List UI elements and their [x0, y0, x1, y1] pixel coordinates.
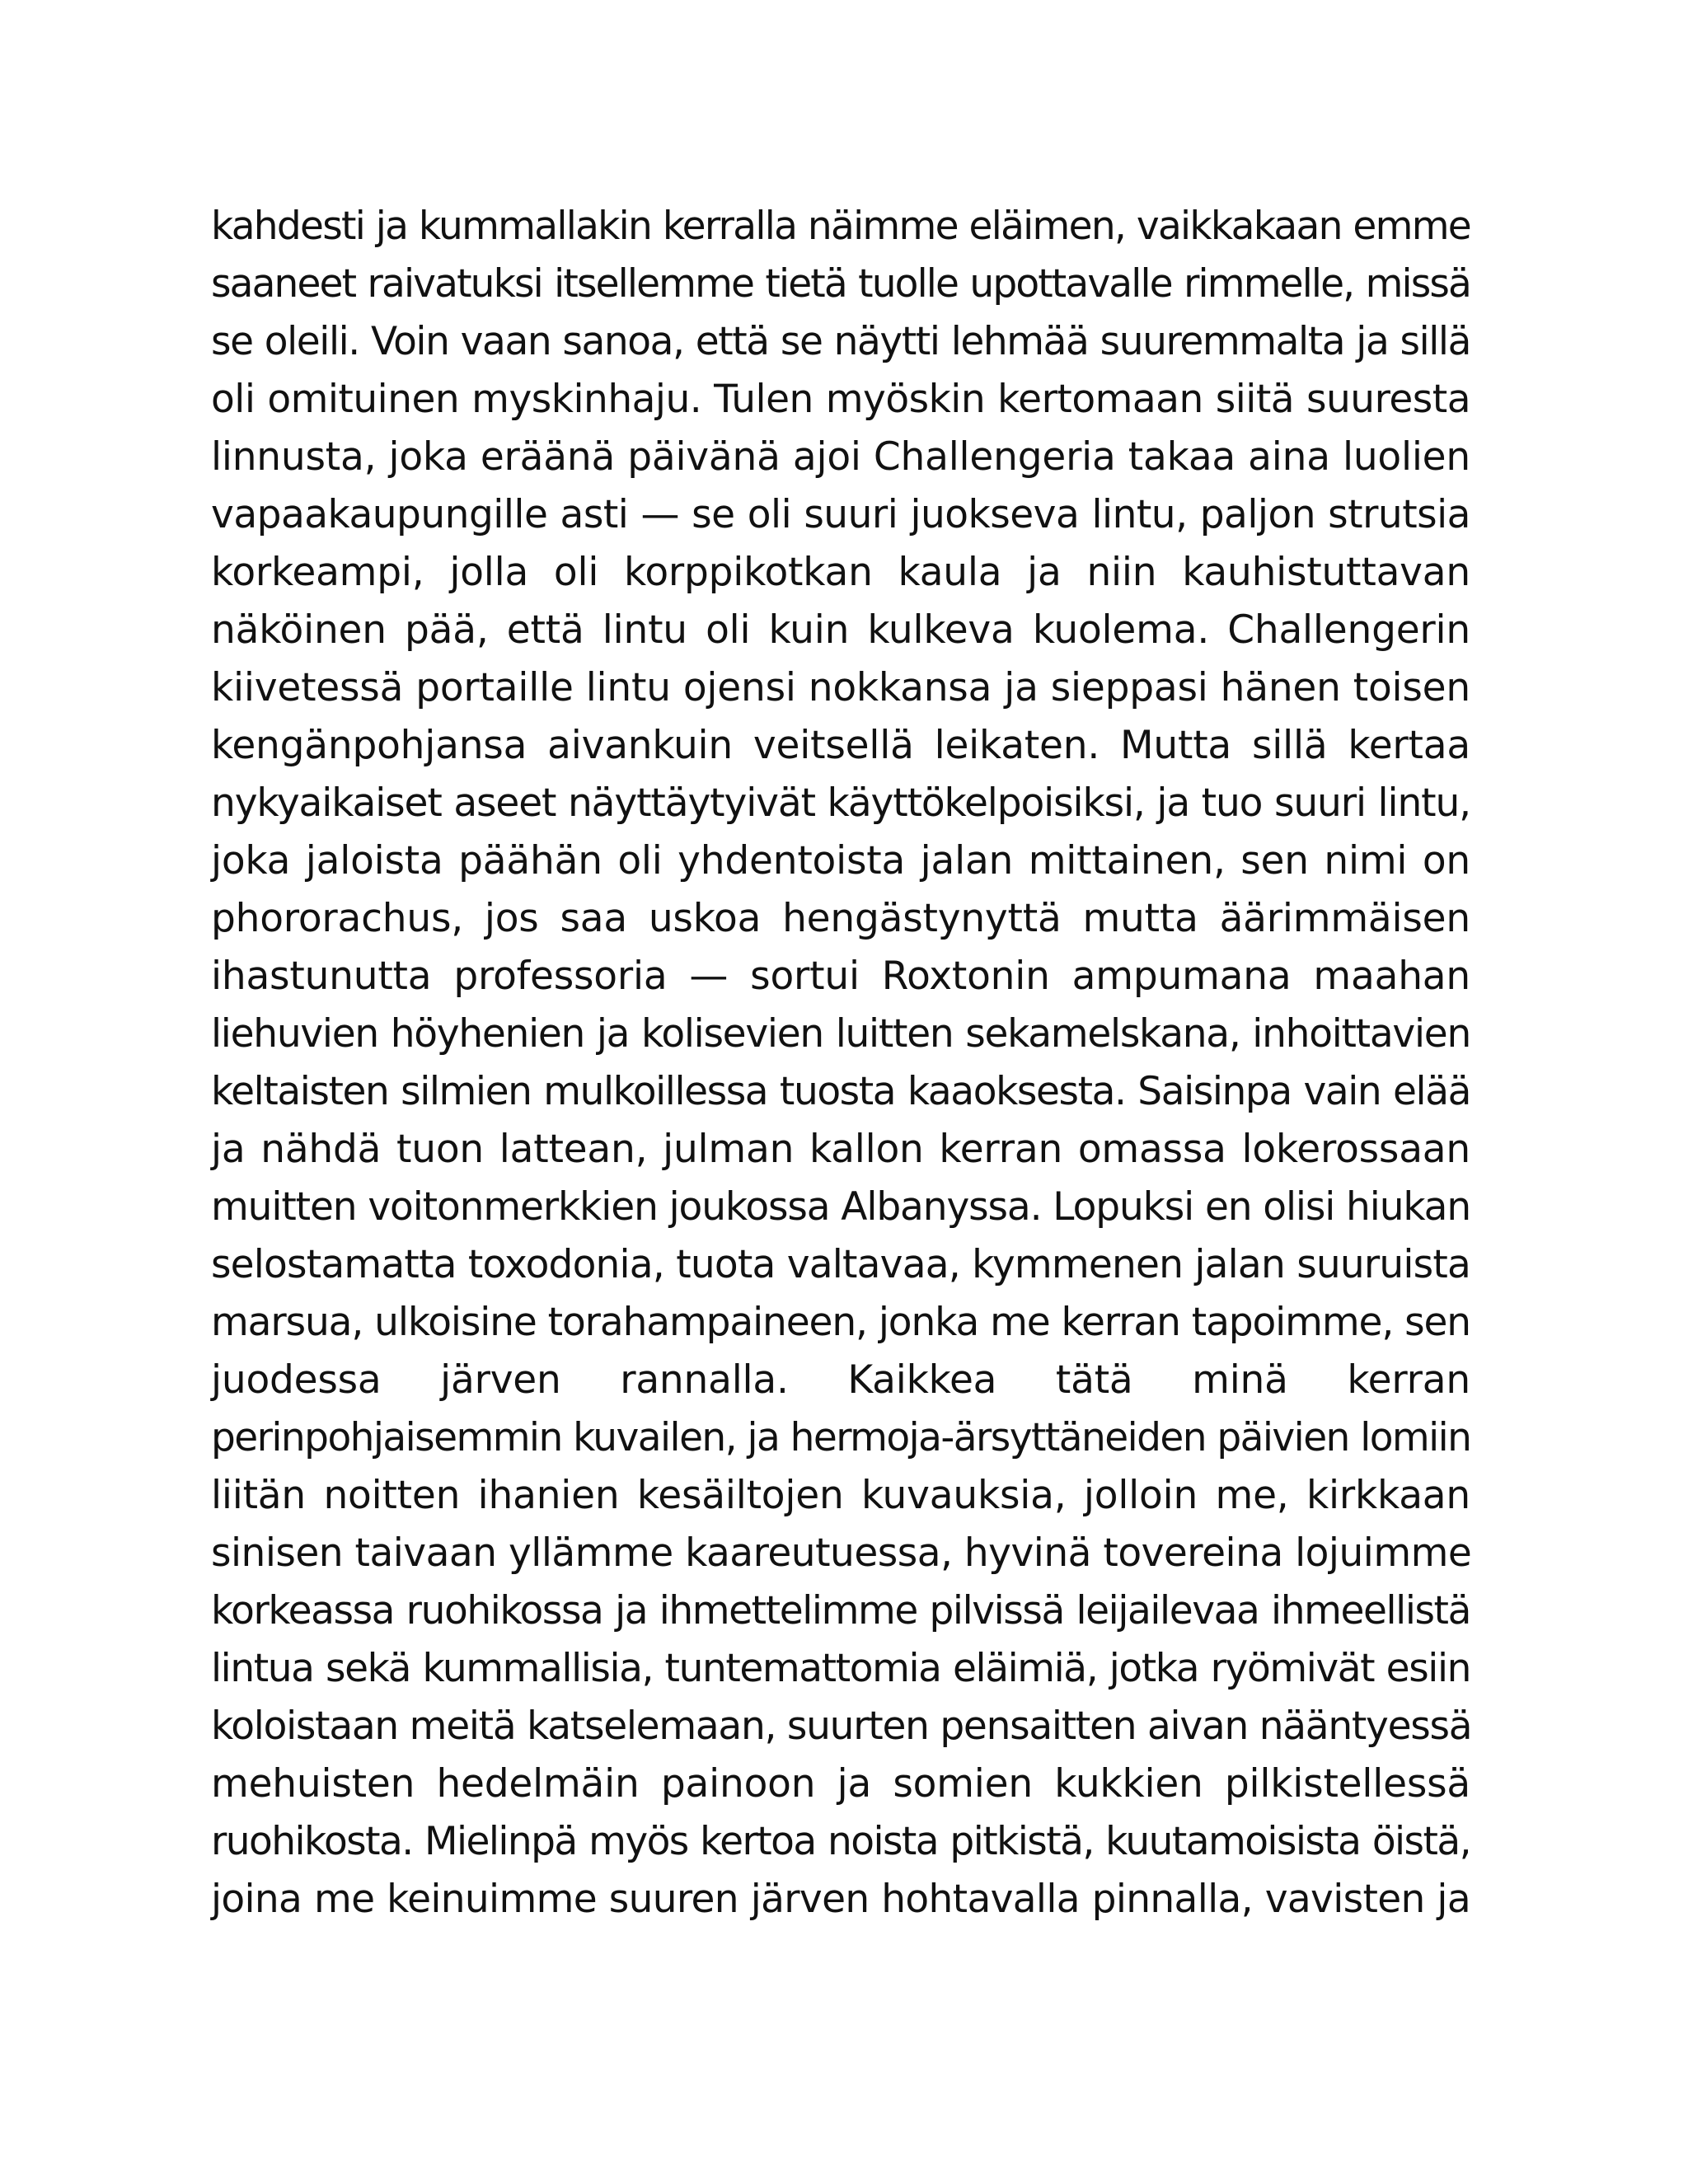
text-line: mehuisten hedelmäin painoon ja somien kukkien pilkistellessä [211, 1761, 1470, 1807]
text-line: liitän noitten ihanien kesäiltojen kuvauksia, jolloin me, kirkkaan [211, 1473, 1470, 1518]
text-line: koloistaan meitä katselemaan, suurten pensaitten aivan nääntyessä [211, 1704, 1472, 1749]
text-line: sinisen taivaan yllämme kaareutuessa, hyvinä tovereina lojuimme [211, 1530, 1472, 1576]
text-line: linnusta, joka eräänä päivänä ajoi Challengeria takaa aina luolien [211, 434, 1470, 480]
text-line: vapaakaupungille asti — se oli suuri juokseva lintu, paljon strutsia [211, 492, 1470, 537]
text-line: se oleili. Voin vaan sanoa, että se näytti lehmää suuremmalta ja sillä [211, 319, 1470, 364]
text-line: ihastunutta professoria — sortui Roxtonin ampumana maahan [211, 954, 1470, 999]
text-line: oli omituinen myskinhaju. Tulen myöskin kertomaan siitä suuresta [211, 377, 1470, 422]
text-line: marsua, ulkoisine torahampaineen, jonka me kerran tapoimme, sen [211, 1300, 1470, 1345]
text-line: lintua sekä kummallisia, tuntemattomia eläimiä, jotka ryömivät esiin [211, 1646, 1470, 1691]
text-line: ja nähdä tuon lattean, julman kallon kerran omassa lokerossaan [211, 1127, 1470, 1172]
text-line: näköinen pää, että lintu oli kuin kulkeva kuolema. Challengerin [211, 607, 1470, 653]
text-line: keltaisten silmien mulkoillessa tuosta kaaoksesta. Saisinpa vain elää [211, 1069, 1470, 1114]
text-line: juodessa järven rannalla. Kaikkea tätä minä kerran [211, 1357, 1470, 1403]
text-line: saaneet raivatuksi itsellemme tietä tuolle upottavalle rimmelle, missä [211, 261, 1470, 307]
text-line: muitten voitonmerkkien joukossa Albanyssa. Lopuksi en olisi hiukan [211, 1184, 1471, 1230]
text-line: nykyaikaiset aseet näyttäytyivät käyttökelpoisiksi, ja tuo suuri lintu, [211, 780, 1470, 826]
text-line: liehuvien höyhenien ja kolisevien luitten sekamelskana, inhoittavien [211, 1011, 1470, 1057]
text-line: kengänpohjansa aivankuin veitsellä leikaten. Mutta sillä kertaa [211, 723, 1470, 768]
text-line: joina me keinuimme suuren järven hohtavalla pinnalla, vavisten ja [211, 1877, 1470, 1922]
text-line: kiivetessä portaille lintu ojensi nokkansa ja sieppasi hänen toisen [211, 665, 1470, 710]
text-line: ruohikosta. Mielinpä myös kertoa noista pitkistä, kuutamoisista öistä, [211, 1819, 1470, 1864]
text-line: korkeassa ruohikossa ja ihmettelimme pilvissä leijailevaa ihmeellistä [211, 1588, 1470, 1633]
text-line: kahdesti ja kummallakin kerralla näimme eläimen, vaikkakaan emme [211, 204, 1470, 249]
text-line: selostamatta toxodonia, tuota valtavaa, kymmenen jalan suuruista [211, 1242, 1470, 1287]
text-line: phororachus, jos saa uskoa hengästynyttä mutta äärimmäisen [211, 896, 1470, 941]
text-line: korkeampi, jolla oli korppikotkan kaula ja niin kauhistuttavan [211, 550, 1470, 595]
text-line: perinpohjaisemmin kuvailen, ja hermoja-ärsyttäneiden päivien lomiin [211, 1415, 1471, 1460]
body-text [211, 198, 1470, 1929]
text-line: joka jaloista päähän oli yhdentoista jalan mittainen, sen nimi on [211, 838, 1470, 883]
